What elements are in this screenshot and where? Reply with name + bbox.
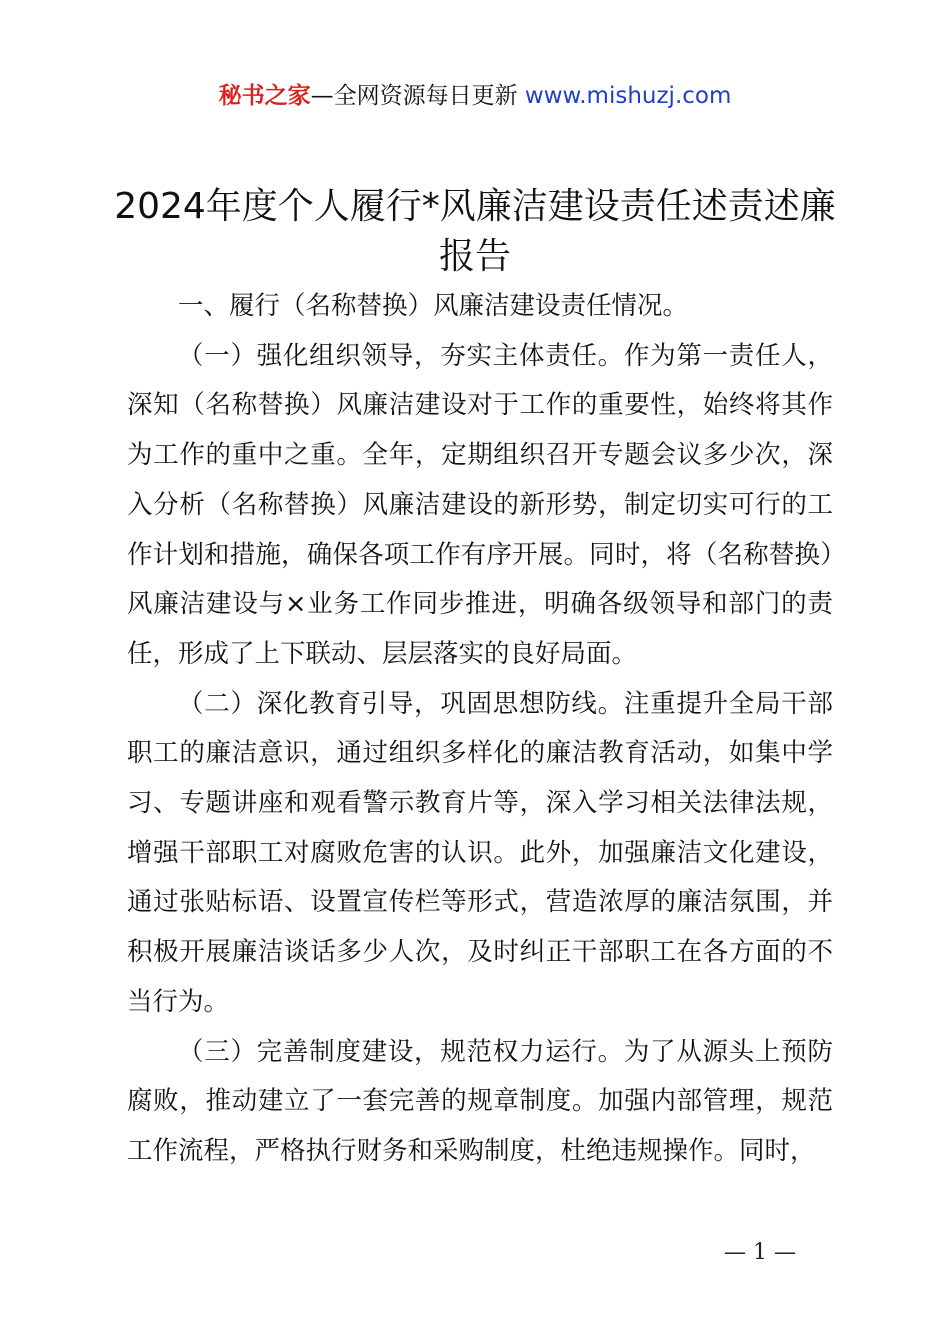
document-title: 2024年度个人履行*风廉洁建设责任述责述廉报告: [114, 186, 836, 277]
page-number: — 1 —: [724, 1240, 796, 1265]
paragraph-3: （三）完善制度建设，规范权力运行。为了从源头上预防腐败，推动建立了一套完善的规章制度。加强内部管理，规范工作流程，严格执行财务和采购制度，杜绝违规操作。同时，: [127, 1036, 833, 1166]
section-heading: 一、履行（名称替换）风廉洁建设责任情况。: [178, 291, 689, 321]
paragraph-1: （一）强化组织领导，夯实主体责任。作为第一责任人，深知（名称替换）风廉洁建设对于工作的重要性，始终将其作为工作的重中之重。全年，定期组织召开专题会议多少次，深入分析（名称替换）风廉洁建设的新形势，制定切实可行的工作计划和措施，确保各项工作有序开展。同时，将（名称替换）风廉洁建设与×业务工作同步推进，明确各级领导和部门的责任，形成了上下联动、层层落实的良好局面。: [127, 340, 833, 669]
paragraph-2: （二）深化教育引导，巩固思想防线。注重提升全局干部职工的廉洁意识，通过组织多样化的廉洁教育活动，如集中学习、专题讲座和观看警示教育片等，深入学习相关法律法规，增强干部职工对腐败危害的认识。此外，加强廉洁文化建设，通过张贴标语、设置宣传栏等形式，营造浓厚的廉洁氛围，并积极开展廉洁谈话多少人次，及时纠正干部职工在各方面的不当行为。: [127, 688, 833, 1017]
document-body: [127, 282, 833, 1177]
site-url-link[interactable]: www.mishuzj.com: [524, 83, 732, 109]
header-slogan: —全网资源每日更新: [310, 83, 525, 109]
brand-name: 秘书之家: [218, 83, 311, 109]
site-header: [0, 80, 950, 112]
